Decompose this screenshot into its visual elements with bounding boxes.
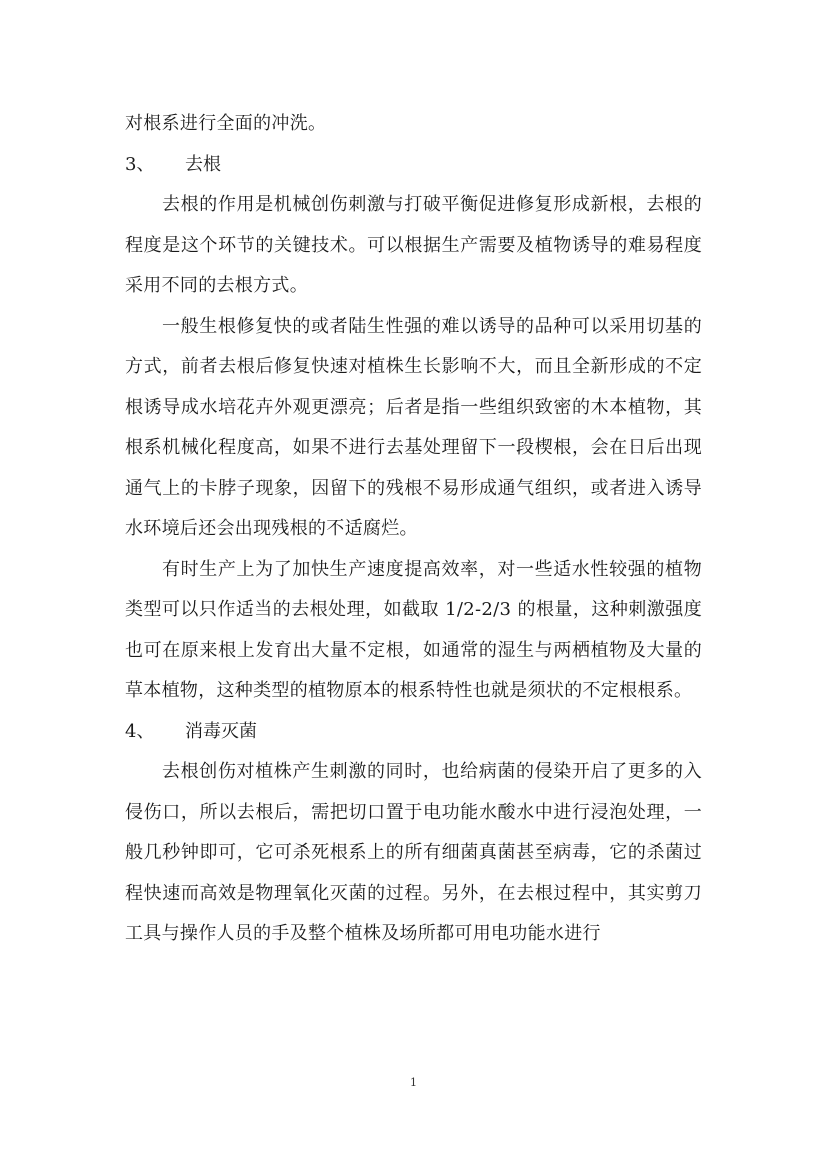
section-3-title: 去根 <box>185 153 221 175</box>
document-body <box>125 104 702 955</box>
section-3-paragraph-3: 有时生产上为了加快生产速度提高效率，对一些适水性较强的植物类型可以只作适当的去根处理，如截取 1/2-2/3 的根量，这种刺激强度也可在原来根上发育出大量不定根，如通常的湿生与两栖植物及大量的草本植物，这种类型的植物原本的根系特性也就是须状的不定根根系。 <box>125 558 702 701</box>
section-3-paragraph-1: 去根的作用是机械创伤刺激与打破平衡促进修复形成新根，去根的程度是这个环节的关键技术。可以根据生产需要及植物诱导的难易程度采用不同的去根方式。 <box>125 194 702 296</box>
section-4-heading <box>125 712 702 753</box>
section-4-number: 4、 <box>125 720 155 742</box>
section-3-number: 3、 <box>125 153 155 175</box>
section-4-title: 消毒灭菌 <box>185 720 257 742</box>
section-4-paragraph-1: 去根创伤对植株产生刺激的同时，也给病菌的侵染开启了更多的入侵伤口，所以去根后，需把切口置于电功能水酸水中进行浸泡处理，一般几秒钟即可，它可杀死根系上的所有细菌真菌甚至病毒，它的杀菌过程快速而高效是物理氧化灭菌的过程。另外，在去根过程中，其实剪刀工具与操作人员的手及整个植株及场所都可用电功能水进行 <box>125 761 702 944</box>
page-number: 1 <box>410 1076 417 1089</box>
section-3-paragraph-2: 一般生根修复快的或者陆生性强的难以诱导的品种可以采用切基的方式，前者去根后修复快速对植株生长影响不大，而且全新形成的不定根诱导成水培花卉外观更漂亮；后者是指一些组织致密的木本植物，其根系机械化程度高，如果不进行去基处理留下一段楔根，会在日后出现通气上的卡脖子现象，因留下的残根不易形成通气组织，或者进入诱导水环境后还会出现残根的不适腐烂。 <box>125 315 702 539</box>
section-3-heading <box>125 145 702 186</box>
continuation-paragraph: 对根系进行全面的冲洗。 <box>125 113 327 134</box>
